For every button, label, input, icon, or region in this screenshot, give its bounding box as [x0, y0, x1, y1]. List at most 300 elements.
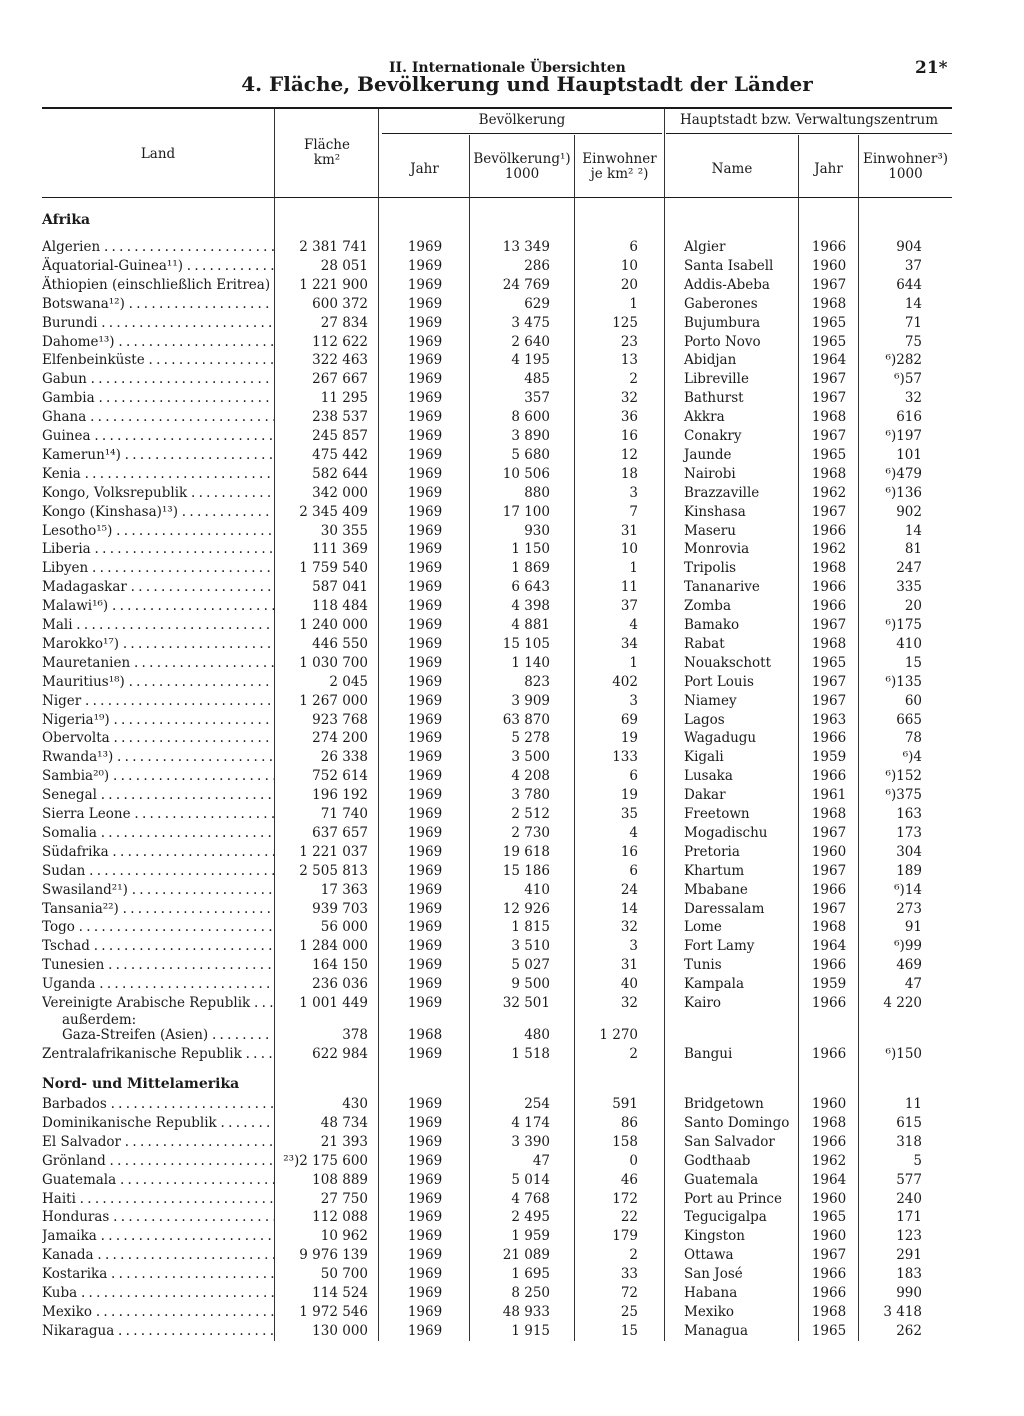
- area-km2: 27 750: [320, 1190, 368, 1207]
- table-row: [0, 1026, 1024, 1045]
- area-km2: 11 295: [320, 390, 368, 407]
- capital-population-1000: 990: [896, 1285, 922, 1301]
- density-per-km2: 19: [620, 787, 638, 804]
- capital-year: 1968: [811, 295, 847, 312]
- population-1000: 10 506: [502, 465, 550, 482]
- population-year: 1969: [407, 598, 443, 615]
- region-heading: Afrika: [42, 212, 91, 228]
- header-hauptstadt-jahr: Jahr: [814, 161, 843, 177]
- capital-population-1000: ⁶)135: [885, 673, 922, 690]
- capital-name: Port Louis: [684, 673, 754, 690]
- header-flaeche: Fläche: [304, 137, 350, 153]
- capital-name: Tegucigalpa: [684, 1209, 767, 1226]
- capital-population-1000: 577: [896, 1171, 922, 1188]
- area-km2: 71 740: [320, 806, 368, 822]
- population-year: 1969: [407, 787, 443, 804]
- table-row: [0, 276, 1024, 295]
- capital-year: 1966: [811, 1285, 847, 1301]
- population-1000: 4 768: [511, 1190, 550, 1207]
- table-row: [0, 748, 1024, 767]
- capital-name: Guatemala: [684, 1171, 759, 1188]
- capital-population-1000: 101: [896, 446, 922, 463]
- capital-name: Bathurst: [684, 390, 744, 407]
- capital-name: Pretoria: [684, 843, 740, 860]
- page-number: 21*: [915, 58, 948, 78]
- population-1000: 930: [524, 522, 550, 539]
- population-1000: 4 208: [511, 768, 550, 785]
- density-per-km2: 16: [620, 428, 638, 444]
- population-year: 1969: [407, 390, 443, 407]
- country-name: Malawi¹⁶) . . .: [42, 597, 274, 616]
- population-year: 1969: [407, 276, 443, 293]
- population-1000: 880: [524, 484, 550, 501]
- population-1000: 4 881: [511, 617, 550, 633]
- density-per-km2: 10: [620, 541, 638, 558]
- table-row: [0, 692, 1024, 711]
- country-name: Mexiko . . .: [42, 1303, 274, 1322]
- table-row: [0, 1227, 1024, 1246]
- country-name: Kanada . . .: [42, 1246, 274, 1265]
- capital-name: Mexiko: [684, 1303, 735, 1320]
- capital-name: Gaberones: [684, 295, 758, 312]
- capital-name: Tripolis: [684, 560, 737, 577]
- header-hauptstadt-einwohner-unit: 1000: [888, 166, 923, 182]
- density-per-km2: 33: [620, 1266, 638, 1283]
- population-year: 1969: [407, 654, 443, 671]
- capital-year: 1965: [811, 1322, 847, 1339]
- area-km2: 752 614: [312, 768, 368, 785]
- table-row: [0, 729, 1024, 748]
- capital-year: 1967: [811, 503, 847, 520]
- density-per-km2: 1: [629, 560, 638, 577]
- population-1000: 17 100: [502, 503, 550, 520]
- country-name: Sierra Leone . . .: [42, 805, 274, 824]
- area-km2: 2 045: [329, 673, 368, 690]
- capital-name: Mogadischu: [684, 824, 768, 841]
- capital-year: 1966: [811, 730, 847, 747]
- header-land: Land: [140, 146, 176, 162]
- capital-year: 1968: [811, 1303, 847, 1320]
- density-per-km2: 35: [620, 806, 638, 822]
- table-row: [0, 786, 1024, 805]
- table-row: [0, 862, 1024, 881]
- capital-name: Conakry: [684, 428, 742, 444]
- capital-name: Algier: [684, 239, 726, 255]
- capital-year: 1964: [811, 938, 847, 955]
- table-row: [0, 635, 1024, 654]
- header-einwohner-km: Einwohner: [582, 151, 657, 167]
- country-name: Kuba . . .: [42, 1284, 274, 1303]
- area-km2: 267 667: [312, 371, 368, 388]
- density-per-km2: 69: [620, 711, 638, 728]
- country-name: Äquatorial-Guinea¹¹) . . .: [42, 257, 274, 276]
- population-1000: 21 089: [502, 1247, 550, 1264]
- capital-name: Kinshasa: [684, 503, 746, 520]
- population-year: 1969: [407, 995, 443, 1011]
- density-per-km2: 6: [629, 239, 638, 255]
- capital-year: 1966: [811, 1266, 847, 1283]
- capital-population-1000: 616: [896, 409, 922, 426]
- capital-name: Tananarive: [684, 579, 760, 596]
- capital-name: Santo Domingo: [684, 1114, 790, 1131]
- country-name: Ghana . . .: [42, 408, 274, 427]
- capital-year: 1964: [811, 1171, 847, 1188]
- area-km2: 1 267 000: [299, 692, 368, 709]
- area-km2: 1 221 037: [299, 843, 368, 860]
- population-1000: 4 398: [511, 598, 550, 615]
- table-row: [0, 238, 1024, 257]
- population-1000: 5 027: [511, 957, 550, 974]
- area-km2: 582 644: [312, 465, 368, 482]
- density-per-km2: 6: [629, 768, 638, 785]
- population-1000: 8 250: [511, 1285, 550, 1301]
- capital-year: 1968: [811, 409, 847, 426]
- population-year: 1969: [407, 465, 443, 482]
- population-1000: 4 174: [511, 1114, 550, 1131]
- table-row: [0, 314, 1024, 333]
- population-1000: 47: [532, 1152, 550, 1169]
- density-per-km2: 402: [612, 673, 638, 690]
- population-1000: 3 890: [511, 428, 550, 444]
- capital-name: Jaunde: [684, 446, 732, 463]
- table-row: [0, 805, 1024, 824]
- area-km2: 1 001 449: [299, 995, 368, 1011]
- population-1000: 629: [524, 295, 550, 312]
- country-name: Guatemala . . .: [42, 1171, 274, 1190]
- capital-name: Tunis: [684, 957, 722, 974]
- table-row: [0, 654, 1024, 673]
- capital-year: 1966: [811, 957, 847, 974]
- capital-population-1000: 304: [896, 843, 922, 860]
- population-1000: 485: [524, 371, 550, 388]
- capital-year: 1968: [811, 806, 847, 822]
- capital-name: Abidjan: [684, 352, 737, 369]
- country-name: Sambia²⁰) . . .: [42, 767, 274, 786]
- table-row: [0, 1303, 1024, 1322]
- table-row: [0, 673, 1024, 692]
- density-per-km2: 15: [620, 1322, 638, 1339]
- area-km2: 587 041: [312, 579, 368, 596]
- table-row: [0, 1265, 1024, 1284]
- area-km2: 236 036: [312, 976, 368, 993]
- population-year: 1969: [407, 1285, 443, 1301]
- capital-population-1000: 318: [896, 1133, 922, 1150]
- country-name: Äthiopien (einschließlich Eritrea) . . .: [42, 276, 274, 295]
- table-row: [0, 389, 1024, 408]
- capital-year: 1968: [811, 635, 847, 652]
- population-1000: 2 495: [511, 1209, 550, 1226]
- density-per-km2: 0: [629, 1152, 638, 1169]
- capital-name: Mbabane: [684, 881, 748, 898]
- density-per-km2: 31: [620, 957, 638, 974]
- country-name: Obervolta . . .: [42, 729, 274, 748]
- population-year: 1969: [407, 1171, 443, 1188]
- area-km2: 274 200: [312, 730, 368, 747]
- area-km2: 112 088: [312, 1209, 368, 1226]
- table-row: [0, 503, 1024, 522]
- area-km2: 939 703: [312, 900, 368, 917]
- section-title: II. Internationale Übersichten: [389, 60, 626, 76]
- density-per-km2: 72: [620, 1285, 638, 1301]
- country-name: Dahome¹³) . . .: [42, 333, 274, 352]
- population-year: 1969: [407, 768, 443, 785]
- country-name: Somalia . . .: [42, 824, 274, 843]
- population-1000: 8 600: [511, 409, 550, 426]
- table-row: [0, 370, 1024, 389]
- area-km2: 17 363: [320, 881, 368, 898]
- density-per-km2: 1: [629, 654, 638, 671]
- population-year: 1969: [407, 976, 443, 993]
- capital-year: 1965: [811, 446, 847, 463]
- population-year: 1969: [407, 617, 443, 633]
- header-rule-bev: [382, 133, 662, 134]
- population-1000: 6 643: [511, 579, 550, 596]
- population-1000: 15 105: [502, 635, 550, 652]
- area-km2: 637 657: [312, 824, 368, 841]
- population-year: 1969: [407, 409, 443, 426]
- area-km2: 238 537: [312, 409, 368, 426]
- area-km2: 475 442: [312, 446, 368, 463]
- density-per-km2: 2: [629, 1045, 638, 1062]
- population-year: 1969: [407, 1228, 443, 1245]
- population-year: 1969: [407, 1096, 443, 1112]
- capital-year: 1968: [811, 465, 847, 482]
- capital-population-1000: 163: [896, 806, 922, 822]
- capital-population-1000: 81: [904, 541, 922, 558]
- header-bevoelkerung-unit: 1000: [504, 166, 540, 182]
- capital-name: Addis-Abeba: [684, 276, 770, 293]
- population-year: 1969: [407, 428, 443, 444]
- density-per-km2: 19: [620, 730, 638, 747]
- capital-year: 1967: [811, 371, 847, 388]
- country-name: Kamerun¹⁴) . . .: [42, 446, 274, 465]
- density-per-km2: 591: [612, 1096, 638, 1112]
- capital-name: Nouakschott: [684, 654, 772, 671]
- table-row: [0, 559, 1024, 578]
- area-km2: 30 355: [320, 522, 368, 539]
- capital-population-1000: 14: [904, 295, 922, 312]
- table-row: [0, 1208, 1024, 1227]
- capital-year: 1967: [811, 276, 847, 293]
- density-per-km2: 7: [629, 503, 638, 520]
- table-row: [0, 711, 1024, 730]
- area-km2: 196 192: [312, 787, 368, 804]
- capital-population-1000: 904: [896, 239, 922, 255]
- area-km2: 112 622: [312, 333, 368, 350]
- population-1000: 254: [524, 1096, 550, 1112]
- capital-name: Monrovia: [684, 541, 750, 558]
- density-per-km2: 3: [629, 484, 638, 501]
- population-1000: 24 769: [502, 276, 550, 293]
- capital-year: 1966: [811, 995, 847, 1011]
- table-row: [0, 1114, 1024, 1133]
- area-km2: 622 984: [312, 1045, 368, 1062]
- table-row: [0, 975, 1024, 994]
- population-1000: 2 730: [511, 824, 550, 841]
- header-name: Name: [711, 161, 753, 177]
- country-name: Nikaragua . . .: [42, 1322, 274, 1341]
- table-row: [0, 540, 1024, 559]
- density-per-km2: 20: [620, 276, 638, 293]
- table-row: [0, 522, 1024, 541]
- capital-year: 1963: [811, 711, 847, 728]
- capital-population-1000: ⁶)136: [885, 484, 922, 501]
- population-year: 1969: [407, 503, 443, 520]
- capital-name: Libreville: [684, 371, 749, 388]
- capital-name: Freetown: [684, 806, 750, 822]
- country-name: Südafrika . . .: [42, 843, 274, 862]
- area-km2: 9 976 139: [299, 1247, 368, 1264]
- population-1000: 3 510: [511, 938, 550, 955]
- population-1000: 3 780: [511, 787, 550, 804]
- density-per-km2: 158: [612, 1133, 638, 1150]
- capital-population-1000: ⁶)479: [885, 465, 922, 482]
- capital-year: 1965: [811, 1209, 847, 1226]
- capital-population-1000: 189: [896, 862, 922, 879]
- population-1000: 63 870: [502, 711, 550, 728]
- population-1000: 3 475: [511, 314, 550, 331]
- population-year: 1969: [407, 843, 443, 860]
- population-year: 1969: [407, 579, 443, 596]
- population-year: 1969: [407, 314, 443, 331]
- population-1000: 1 869: [511, 560, 550, 577]
- header-flaeche-unit: km²: [313, 152, 341, 168]
- header-einwohner-km-unit: je km² ²): [590, 166, 649, 182]
- country-name: Liberia . . .: [42, 540, 274, 559]
- capital-population-1000: 60: [904, 692, 922, 709]
- country-name: Burundi . . .: [42, 314, 274, 333]
- area-km2: 27 834: [320, 314, 368, 331]
- population-year: 1969: [407, 541, 443, 558]
- area-km2: 430: [342, 1096, 368, 1112]
- capital-population-1000: ⁶)150: [885, 1045, 922, 1062]
- capital-name: Habana: [684, 1285, 738, 1301]
- population-year: 1969: [407, 730, 443, 747]
- population-year: 1969: [407, 711, 443, 728]
- capital-year: 1967: [811, 673, 847, 690]
- population-1000: 5 278: [511, 730, 550, 747]
- capital-year: 1967: [811, 428, 847, 444]
- capital-population-1000: 240: [896, 1190, 922, 1207]
- capital-year: 1966: [811, 1045, 847, 1062]
- area-km2: 164 150: [312, 957, 368, 974]
- capital-population-1000: 262: [896, 1322, 922, 1339]
- header-bottom-rule: [42, 197, 952, 198]
- table-row: [0, 465, 1024, 484]
- density-per-km2: 3: [629, 692, 638, 709]
- population-1000: 12 926: [502, 900, 550, 917]
- capital-name: Lome: [684, 919, 722, 936]
- table-row: [0, 597, 1024, 616]
- area-km2: 28 051: [320, 257, 368, 274]
- population-1000: 3 390: [511, 1133, 550, 1150]
- capital-name: Bamako: [684, 617, 740, 633]
- population-year: 1969: [407, 484, 443, 501]
- table-row: [0, 1284, 1024, 1303]
- capital-year: 1962: [811, 1152, 847, 1169]
- table-row: [0, 446, 1024, 465]
- table-row: [0, 1171, 1024, 1190]
- density-per-km2: 4: [629, 617, 638, 633]
- density-per-km2: 32: [620, 390, 638, 407]
- capital-population-1000: 469: [896, 957, 922, 974]
- country-name: Botswana¹²) . . .: [42, 295, 274, 314]
- capital-year: 1960: [811, 843, 847, 860]
- capital-population-1000: 665: [896, 711, 922, 728]
- table-row: [0, 427, 1024, 446]
- capital-population-1000: ⁶)4: [902, 749, 922, 766]
- area-km2: 1 284 000: [299, 938, 368, 955]
- area-km2: 26 338: [320, 749, 368, 766]
- area-km2: 446 550: [312, 635, 368, 652]
- population-year: 1969: [407, 446, 443, 463]
- population-year: 1969: [407, 522, 443, 539]
- capital-population-1000: 183: [896, 1266, 922, 1283]
- capital-year: 1968: [811, 1114, 847, 1131]
- table-row: [0, 918, 1024, 937]
- density-per-km2: 2: [629, 371, 638, 388]
- capital-population-1000: 47: [904, 976, 922, 993]
- population-1000: 19 618: [502, 843, 550, 860]
- table-row: [0, 881, 1024, 900]
- country-name: Gabun . . .: [42, 370, 274, 389]
- capital-year: 1967: [811, 900, 847, 917]
- area-km2: 1 759 540: [299, 560, 368, 577]
- population-year: 1969: [407, 881, 443, 898]
- area-km2: 923 768: [312, 711, 368, 728]
- capital-population-1000: 71: [904, 314, 922, 331]
- capital-year: 1960: [811, 257, 847, 274]
- table-row: [0, 295, 1024, 314]
- density-per-km2: 3: [629, 938, 638, 955]
- capital-year: 1966: [811, 768, 847, 785]
- population-year: 1969: [407, 1152, 443, 1169]
- capital-name: Nairobi: [684, 465, 736, 482]
- capital-year: 1966: [811, 1133, 847, 1150]
- table-row: [0, 767, 1024, 786]
- capital-name: San José: [684, 1266, 743, 1283]
- population-1000: 480: [524, 1026, 550, 1043]
- population-1000: 357: [524, 390, 550, 407]
- density-per-km2: 25: [620, 1303, 638, 1320]
- density-per-km2: 22: [620, 1209, 638, 1226]
- table-row: [0, 1045, 1024, 1064]
- density-per-km2: 32: [620, 995, 638, 1011]
- capital-population-1000: ⁶)57: [894, 371, 922, 388]
- density-per-km2: 133: [612, 749, 638, 766]
- capital-name: Khartum: [684, 862, 745, 879]
- capital-year: 1961: [811, 787, 847, 804]
- density-per-km2: 24: [620, 881, 638, 898]
- population-year: 1969: [407, 673, 443, 690]
- capital-population-1000: 20: [904, 598, 922, 615]
- area-km2: 48 734: [320, 1114, 368, 1131]
- capital-population-1000: 335: [896, 579, 922, 596]
- capital-name: Lusaka: [684, 768, 733, 785]
- density-per-km2: 32: [620, 919, 638, 936]
- density-per-km2: 31: [620, 522, 638, 539]
- capital-year: 1967: [811, 390, 847, 407]
- population-1000: 1 915: [511, 1322, 550, 1339]
- population-year: 1969: [407, 333, 443, 350]
- capital-name: Dakar: [684, 787, 726, 804]
- density-per-km2: 37: [620, 598, 638, 615]
- capital-year: 1966: [811, 522, 847, 539]
- capital-population-1000: 11: [904, 1096, 922, 1112]
- density-per-km2: 23: [620, 333, 638, 350]
- country-name: Mali . . .: [42, 616, 274, 635]
- density-per-km2: 16: [620, 843, 638, 860]
